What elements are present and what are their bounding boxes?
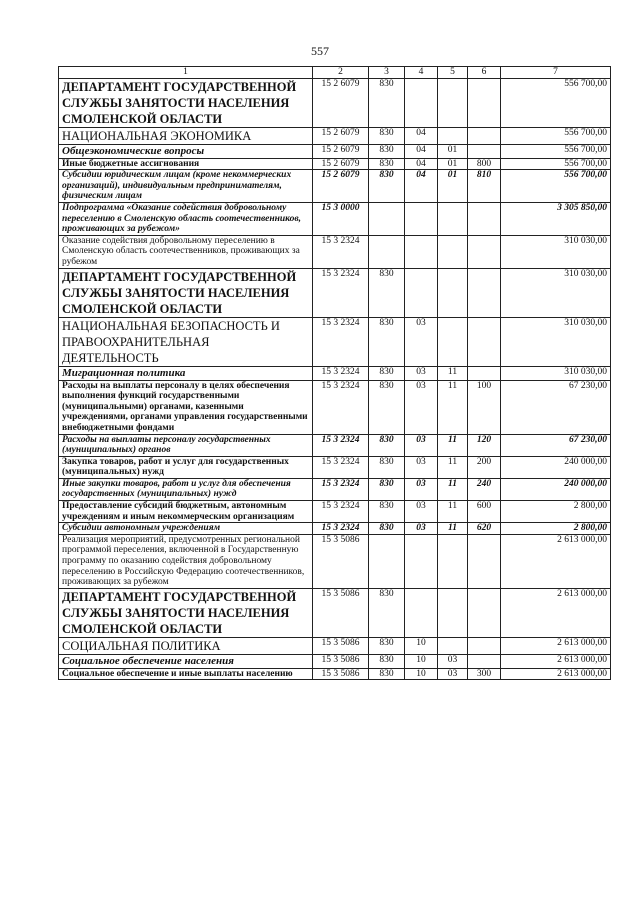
subsection-code-cell: 01	[438, 144, 468, 158]
amount-cell: 310 030,00	[501, 366, 611, 380]
section-code-cell: 10	[405, 654, 438, 668]
row-name-cell: Социальное обеспечение и иные выплаты населению	[59, 668, 313, 680]
department-code-cell	[369, 534, 405, 588]
subsection-code-cell: 11	[438, 366, 468, 380]
section-code-cell: 03	[405, 501, 438, 523]
department-code-cell: 830	[369, 637, 405, 654]
target-code-cell: 15 3 2324	[313, 268, 369, 317]
subsection-code-cell: 03	[438, 654, 468, 668]
department-code-cell: 830	[369, 654, 405, 668]
amount-cell: 310 030,00	[501, 317, 611, 366]
amount-cell: 2 613 000,00	[501, 654, 611, 668]
department-code-cell: 830	[369, 434, 405, 456]
table-row	[59, 158, 611, 170]
target-code-cell: 15 3 2324	[313, 478, 369, 500]
target-code-cell: 15 3 5086	[313, 668, 369, 680]
target-code-cell: 15 3 2324	[313, 501, 369, 523]
section-code-cell: 04	[405, 170, 438, 203]
row-name-cell: ДЕПАРТАМЕНТ ГОСУДАРСТВЕННОЙ СЛУЖБЫ ЗАНЯТОСТИ НАСЕЛЕНИЯ СМОЛЕНСКОЙ ОБЛАСТИ	[59, 268, 313, 317]
expense-type-code-cell: 810	[468, 170, 501, 203]
amount-cell: 556 700,00	[501, 144, 611, 158]
row-name-cell: Закупка товаров, работ и услуг для государственных (муниципальных) нужд	[59, 456, 313, 478]
section-code-cell: 03	[405, 317, 438, 366]
department-code-cell: 830	[369, 366, 405, 380]
expense-type-code-cell	[468, 654, 501, 668]
amount-cell: 2 613 000,00	[501, 637, 611, 654]
subsection-code-cell: 11	[438, 478, 468, 500]
subsection-code-cell	[438, 127, 468, 144]
expense-type-code-cell: 200	[468, 456, 501, 478]
column-header-2: 2	[313, 67, 369, 79]
section-code-cell: 10	[405, 668, 438, 680]
expense-type-code-cell	[468, 534, 501, 588]
section-code-cell	[405, 78, 438, 127]
column-header-1: 1	[59, 67, 313, 79]
amount-cell: 310 030,00	[501, 268, 611, 317]
expense-type-code-cell	[468, 588, 501, 637]
section-code-cell: 04	[405, 158, 438, 170]
expense-type-code-cell	[468, 235, 501, 268]
target-code-cell: 15 2 6079	[313, 144, 369, 158]
section-code-cell: 03	[405, 523, 438, 535]
budget-table	[58, 66, 611, 680]
amount-cell: 556 700,00	[501, 158, 611, 170]
amount-cell: 2 613 000,00	[501, 668, 611, 680]
table-row	[59, 434, 611, 456]
subsection-code-cell: 11	[438, 434, 468, 456]
section-code-cell	[405, 588, 438, 637]
department-code-cell: 830	[369, 478, 405, 500]
subsection-code-cell: 11	[438, 501, 468, 523]
target-code-cell: 15 3 5086	[313, 534, 369, 588]
subsection-code-cell: 01	[438, 158, 468, 170]
column-header-7: 7	[501, 67, 611, 79]
column-header-4: 4	[405, 67, 438, 79]
table-row	[59, 456, 611, 478]
department-code-cell	[369, 235, 405, 268]
row-name-cell: НАЦИОНАЛЬНАЯ ЭКОНОМИКА	[59, 127, 313, 144]
table-row	[59, 78, 611, 127]
department-code-cell: 830	[369, 501, 405, 523]
table-row	[59, 170, 611, 203]
row-name-cell: Подпрограмма «Оказание содействия добровольному переселению в Смоленскую область соотечественников, проживающих за рубежом»	[59, 202, 313, 235]
subsection-code-cell	[438, 637, 468, 654]
table-row	[59, 534, 611, 588]
expense-type-code-cell: 800	[468, 158, 501, 170]
amount-cell: 2 800,00	[501, 501, 611, 523]
target-code-cell: 15 3 0000	[313, 202, 369, 235]
target-code-cell: 15 3 2324	[313, 380, 369, 434]
subsection-code-cell	[438, 534, 468, 588]
table-body	[59, 78, 611, 680]
department-code-cell: 830	[369, 158, 405, 170]
row-name-cell: НАЦИОНАЛЬНАЯ БЕЗОПАСНОСТЬ И ПРАВООХРАНИТЕЛЬНАЯ ДЕЯТЕЛЬНОСТЬ	[59, 317, 313, 366]
section-code-cell: 04	[405, 144, 438, 158]
target-code-cell: 15 2 6079	[313, 78, 369, 127]
department-code-cell: 830	[369, 668, 405, 680]
subsection-code-cell	[438, 78, 468, 127]
amount-cell: 556 700,00	[501, 170, 611, 203]
expense-type-code-cell: 120	[468, 434, 501, 456]
amount-cell: 556 700,00	[501, 78, 611, 127]
expense-type-code-cell	[468, 317, 501, 366]
amount-cell: 2 800,00	[501, 523, 611, 535]
target-code-cell: 15 2 6079	[313, 170, 369, 203]
row-name-cell: Субсидии автономным учреждениям	[59, 523, 313, 535]
table-row	[59, 127, 611, 144]
amount-cell: 67 230,00	[501, 434, 611, 456]
expense-type-code-cell: 100	[468, 380, 501, 434]
target-code-cell: 15 3 5086	[313, 654, 369, 668]
department-code-cell: 830	[369, 144, 405, 158]
section-code-cell: 03	[405, 366, 438, 380]
table-row	[59, 588, 611, 637]
table-row	[59, 523, 611, 535]
amount-cell: 3 305 850,00	[501, 202, 611, 235]
department-code-cell: 830	[369, 380, 405, 434]
row-name-cell: Оказание содействия добровольному переселению в Смоленскую область соотечественников, проживающих за рубежом	[59, 235, 313, 268]
subsection-code-cell: 11	[438, 523, 468, 535]
department-code-cell: 830	[369, 268, 405, 317]
row-name-cell: Расходы на выплаты персоналу государственных (муниципальных) органов	[59, 434, 313, 456]
department-code-cell: 830	[369, 78, 405, 127]
section-code-cell	[405, 202, 438, 235]
table-row	[59, 317, 611, 366]
table-row	[59, 268, 611, 317]
row-name-cell: Общеэкономические вопросы	[59, 144, 313, 158]
amount-cell: 310 030,00	[501, 235, 611, 268]
expense-type-code-cell	[468, 127, 501, 144]
table-row	[59, 668, 611, 680]
expense-type-code-cell: 620	[468, 523, 501, 535]
subsection-code-cell: 11	[438, 456, 468, 478]
expense-type-code-cell	[468, 202, 501, 235]
target-code-cell: 15 3 5086	[313, 588, 369, 637]
target-code-cell: 15 3 2324	[313, 434, 369, 456]
expense-type-code-cell: 240	[468, 478, 501, 500]
expense-type-code-cell: 300	[468, 668, 501, 680]
table-row	[59, 501, 611, 523]
row-name-cell: Иные бюджетные ассигнования	[59, 158, 313, 170]
subsection-code-cell: 11	[438, 380, 468, 434]
row-name-cell: СОЦИАЛЬНАЯ ПОЛИТИКА	[59, 637, 313, 654]
amount-cell: 240 000,00	[501, 456, 611, 478]
target-code-cell: 15 3 5086	[313, 637, 369, 654]
page-number: 557	[311, 44, 329, 58]
subsection-code-cell	[438, 202, 468, 235]
amount-cell: 240 000,00	[501, 478, 611, 500]
target-code-cell: 15 2 6079	[313, 127, 369, 144]
section-code-cell	[405, 235, 438, 268]
expense-type-code-cell: 600	[468, 501, 501, 523]
table-row	[59, 637, 611, 654]
table-row	[59, 144, 611, 158]
row-name-cell: Расходы на выплаты персоналу в целях обеспечения выполнения функций государственными (муниципальными) органами, казенными учреждениями, органами управления государственными внебюджетными фондами	[59, 380, 313, 434]
department-code-cell: 830	[369, 523, 405, 535]
amount-cell: 556 700,00	[501, 127, 611, 144]
row-name-cell: Иные закупки товаров, работ и услуг для обеспечения государственных (муниципальных) нужд	[59, 478, 313, 500]
section-code-cell: 03	[405, 456, 438, 478]
expense-type-code-cell	[468, 268, 501, 317]
target-code-cell: 15 3 2324	[313, 523, 369, 535]
amount-cell: 67 230,00	[501, 380, 611, 434]
table-row	[59, 654, 611, 668]
section-code-cell: 10	[405, 637, 438, 654]
table-row	[59, 366, 611, 380]
department-code-cell: 830	[369, 127, 405, 144]
department-code-cell: 830	[369, 588, 405, 637]
table-row	[59, 478, 611, 500]
department-code-cell	[369, 202, 405, 235]
target-code-cell: 15 3 2324	[313, 317, 369, 366]
subsection-code-cell: 01	[438, 170, 468, 203]
table-row	[59, 235, 611, 268]
section-code-cell: 03	[405, 380, 438, 434]
section-code-cell	[405, 534, 438, 588]
subsection-code-cell	[438, 317, 468, 366]
column-header-6: 6	[468, 67, 501, 79]
expense-type-code-cell	[468, 637, 501, 654]
expense-type-code-cell	[468, 78, 501, 127]
column-header-5: 5	[438, 67, 468, 79]
subsection-code-cell	[438, 235, 468, 268]
section-code-cell: 03	[405, 434, 438, 456]
row-name-cell: Миграционная политика	[59, 366, 313, 380]
row-name-cell: Реализация мероприятий, предусмотренных региональной программой переселения, включенной в Государственную программу по оказанию содействия добровольному переселению в Российскую Федерацию соотечественников, проживающих за рубежом	[59, 534, 313, 588]
section-code-cell	[405, 268, 438, 317]
row-name-cell: Субсидии юридическим лицам (кроме некоммерческих организаций), индивидуальным предпринимателям, физическим лицам	[59, 170, 313, 203]
section-code-cell: 03	[405, 478, 438, 500]
table-row	[59, 380, 611, 434]
expense-type-code-cell	[468, 144, 501, 158]
department-code-cell: 830	[369, 317, 405, 366]
table-row	[59, 202, 611, 235]
subsection-code-cell: 03	[438, 668, 468, 680]
section-code-cell: 04	[405, 127, 438, 144]
header-row	[59, 67, 611, 79]
expense-type-code-cell	[468, 366, 501, 380]
department-code-cell: 830	[369, 456, 405, 478]
target-code-cell: 15 3 2324	[313, 456, 369, 478]
row-name-cell: ДЕПАРТАМЕНТ ГОСУДАРСТВЕННОЙ СЛУЖБЫ ЗАНЯТОСТИ НАСЕЛЕНИЯ СМОЛЕНСКОЙ ОБЛАСТИ	[59, 78, 313, 127]
row-name-cell: Предоставление субсидий бюджетным, автономным учреждениям и иным некоммерческим организациям	[59, 501, 313, 523]
amount-cell: 2 613 000,00	[501, 588, 611, 637]
column-header-3: 3	[369, 67, 405, 79]
row-name-cell: Социальное обеспечение населения	[59, 654, 313, 668]
target-code-cell: 15 2 6079	[313, 158, 369, 170]
amount-cell: 2 613 000,00	[501, 534, 611, 588]
subsection-code-cell	[438, 588, 468, 637]
department-code-cell: 830	[369, 170, 405, 203]
subsection-code-cell	[438, 268, 468, 317]
target-code-cell: 15 3 2324	[313, 366, 369, 380]
target-code-cell: 15 3 2324	[313, 235, 369, 268]
row-name-cell: ДЕПАРТАМЕНТ ГОСУДАРСТВЕННОЙ СЛУЖБЫ ЗАНЯТОСТИ НАСЕЛЕНИЯ СМОЛЕНСКОЙ ОБЛАСТИ	[59, 588, 313, 637]
